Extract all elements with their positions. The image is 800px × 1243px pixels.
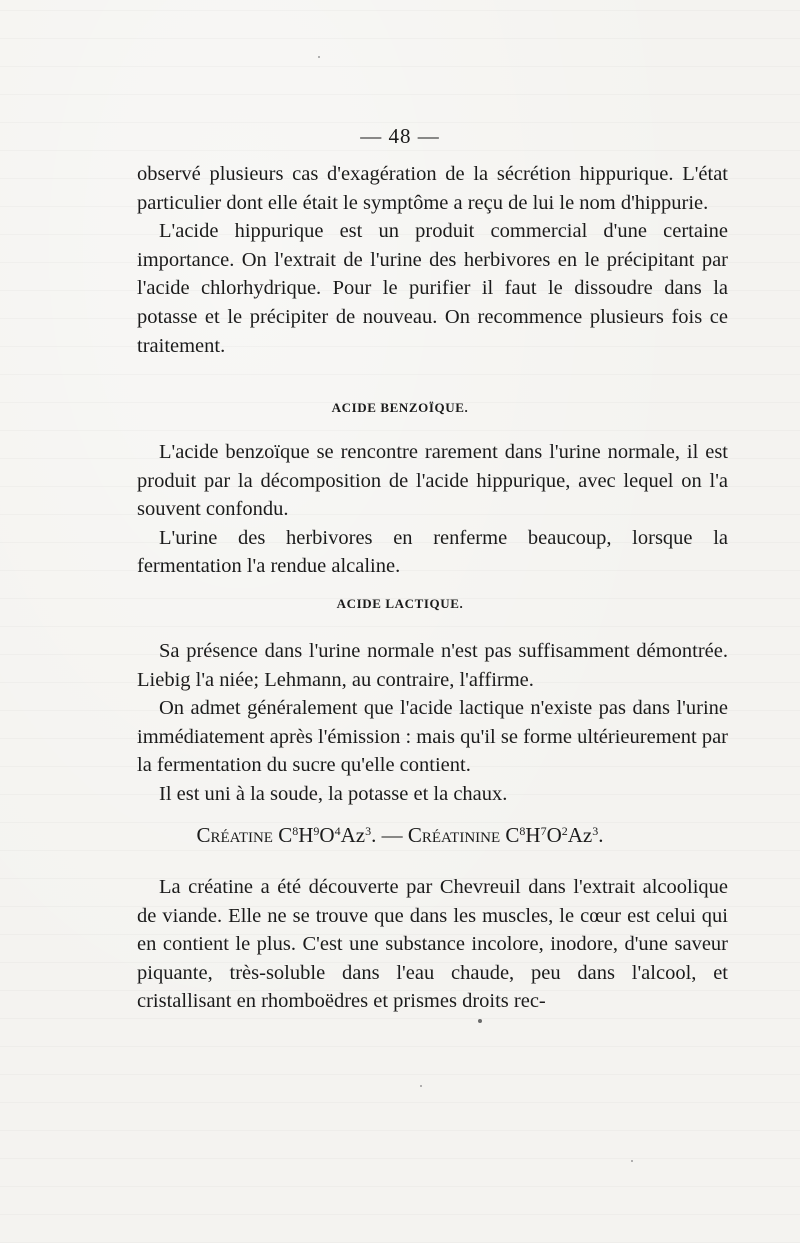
paragraph-creatine: La créatine a été découverte par Chevreuil dans l'extrait alcoolique de viande. Elle ne se trouve que dans les muscles, le cœur est celui qui en contient le plus. C'est une substance incolore, inodore, d'une saveur piquante, très-soluble dans l'eau chaude, peu dans l'alcool, et cristallisant en rhomboëdres et prismes droits rec- (137, 876, 728, 1013)
formula-heading: Créatine $C^8H^9O^4Az^3$. — Créatinine $C^8H^7O^2Az^3$. (196, 823, 604, 847)
paper-speck (318, 56, 320, 58)
creatine-formula: $C^8H^9O^4Az^3$ (278, 823, 372, 847)
paper-speck (631, 1160, 633, 1162)
text-block-benzoique (137, 438, 728, 581)
paragraph-acide-hippurique: L'acide hippurique est un produit commercial d'une certaine importance. On l'extrait de l'urine des herbivores en le précipitant par l'acide chlorhydrique. Pour le purifier il faut le dissoudre dans la potasse et le précipiter de nouveau. On recommence plusieurs fois ce traitement. (137, 220, 728, 357)
paragraph-benzoique-origine: L'acide benzoïque se rencontre rarement dans l'urine normale, il est produit par la décomposition de l'acide hippurique, avec lequel on l'a souvent confondu. (137, 441, 728, 521)
paragraph-hippurie: observé plusieurs cas d'exagération de la sécrétion hippurique. L'état particulier dont elle était le symptôme a reçu de lui le nom d'hippurie. (137, 163, 728, 214)
paragraph-benzoique-herbivores: L'urine des herbivores en renferme beaucoup, lorsque la fermentation l'a rendue alcaline. (137, 526, 728, 578)
paragraph-lactique-fermentation: On admet généralement que l'acide lactique n'existe pas dans l'urine immédiatement après l'émission : mais qu'il se forme ultérieurement par la fermentation du sucre qu'elle contient. (137, 697, 728, 777)
creatinine-formula: $C^8H^7O^2Az^3$ (505, 823, 599, 847)
ink-dot (478, 1019, 482, 1023)
paragraph-lactique-sels: Il est uni à la soude, la potasse et la chaux. (159, 782, 508, 805)
heading-acide-lactique: ACIDE LACTIQUE. (336, 596, 464, 611)
text-block-hippurique (137, 160, 728, 360)
formula-separator: . — (371, 823, 408, 847)
creatine-name: Créatine (196, 823, 273, 847)
text-block-lactique (137, 637, 728, 809)
heading-acide-benzoique: ACIDE BENZOÏQUE. (331, 400, 469, 415)
text-block-creatine (137, 873, 728, 1016)
paper-speck (420, 1085, 422, 1087)
page-number: — 48 — (360, 124, 440, 148)
creatinine-name: Créatinine (407, 823, 501, 847)
paragraph-lactique-presence: Sa présence dans l'urine normale n'est pas suffisamment démontrée. Liebig l'a niée; Lehmann, au contraire, l'affirme. (137, 640, 728, 691)
